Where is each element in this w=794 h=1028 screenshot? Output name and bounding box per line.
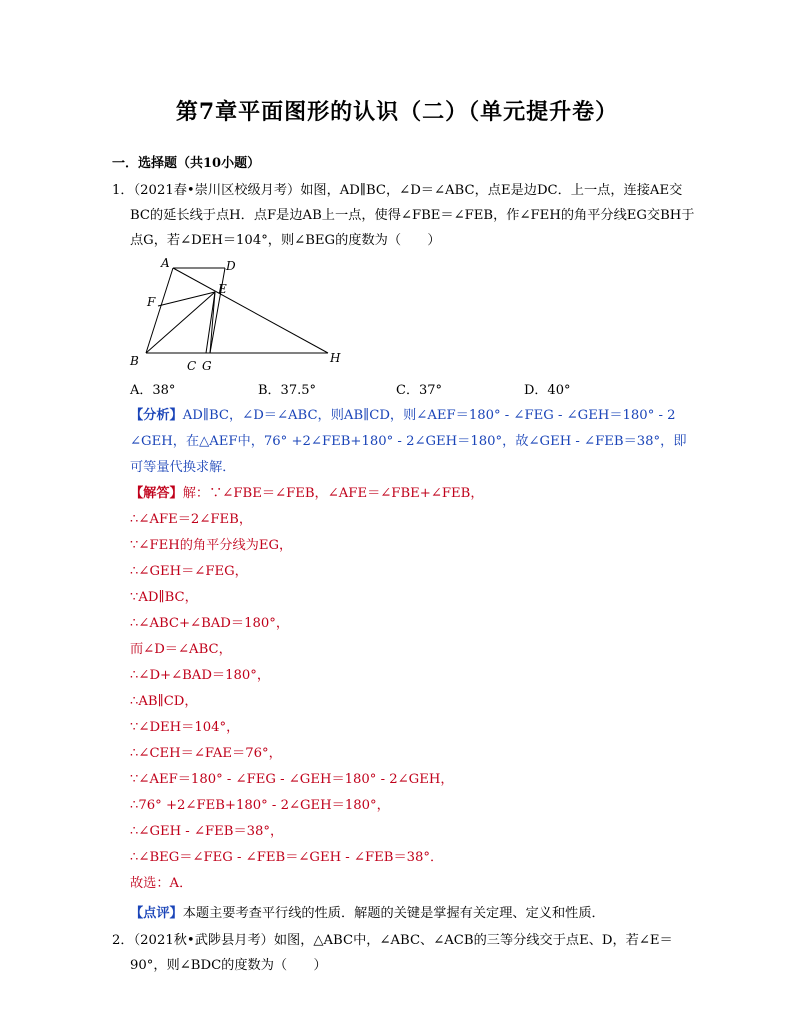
label-C: C xyxy=(187,359,197,373)
label-D: D xyxy=(226,259,236,273)
label-E: E xyxy=(218,282,227,296)
solution-line-4: ∴∠GEH＝∠FEG， xyxy=(130,564,248,579)
label-B: B xyxy=(130,354,139,368)
solution-line-11: ∴∠CEH＝∠FAE＝76°， xyxy=(130,746,282,761)
solution-line-3: ∵∠FEH的角平分线为EG， xyxy=(130,538,293,553)
q1-geometry-figure xyxy=(128,258,348,376)
label-H: H xyxy=(330,351,341,365)
solution-line-10: ∵∠DEH＝104°， xyxy=(130,720,240,735)
analysis-line-3: 可等量代换求解． xyxy=(130,460,236,475)
solution-line-7: 而∠D＝∠ABC， xyxy=(130,642,232,657)
comment-line xyxy=(130,903,605,925)
solution-text-1: 解：∵∠FBE＝∠FEB，∠AFE＝∠FBE+∠FEB， xyxy=(182,486,484,501)
solution-line-2: ∴∠AFE＝2∠FEB， xyxy=(130,512,253,527)
q2-line-1: 2．（2021秋•武陟县月考）如图，△ABC中，∠ABC、∠ACB的三等分线交于点E、D，若∠E＝ xyxy=(112,933,673,948)
analysis-line-2: ∠GEH，在△AEF中，76° +2∠FEB+180° - 2∠GEH＝180°，故∠GEH - ∠FEB＝38°，即 xyxy=(130,434,687,449)
solution-line-15: ∴∠BEG＝∠FEG - ∠FEB＝∠GEH - ∠FEB＝38°． xyxy=(130,850,444,865)
choice-b: B．37.5° xyxy=(258,383,316,398)
q1-line-2: BC的延长线于点H．点F是边AB上一点，使得∠FBE＝∠FEB，作∠FEH的角平分线EG交BH于 xyxy=(130,208,695,223)
q1-line-1: 1．（2021春•崇川区校级月考）如图，AD∥BC，∠D＝∠ABC，点E是边DC．上一点，连接AE交 xyxy=(112,183,683,198)
label-G: G xyxy=(202,359,212,373)
choice-a: A．38° xyxy=(130,383,176,398)
q2-line-2: 90°，则∠BDC的度数为（ ） xyxy=(130,958,327,973)
solution-tag: 【解答】 xyxy=(130,486,183,501)
solution-line-9: ∴AB∥CD， xyxy=(130,694,198,709)
choice-c: C．37° xyxy=(396,383,442,398)
section-heading: 一．选择题（共10小题） xyxy=(112,156,261,171)
solution-line-16: 故选：A． xyxy=(130,876,193,891)
analysis-text-1: AD∥BC，∠D＝∠ABC，则AB∥CD，则∠AEF＝180° - ∠FEG - ∠GEH＝180° - 2 xyxy=(182,408,676,423)
choice-d: D．40° xyxy=(524,383,571,398)
page-title: 第7章平面图形的认识（二）（单元提升卷） xyxy=(175,99,619,125)
label-F: F xyxy=(147,295,156,309)
comment-tag: 【点评】 xyxy=(130,906,183,921)
solution-line-5: ∵AD∥BC， xyxy=(130,590,198,605)
comment-text: 本题主要考查平行线的性质．解题的关键是掌握有关定理、定义和性质． xyxy=(182,906,605,921)
solution-line-8: ∴∠D+∠BAD＝180°， xyxy=(130,668,271,683)
solution-line-14: ∴∠GEH - ∠FEB＝38°， xyxy=(130,824,284,839)
label-A: A xyxy=(161,258,170,270)
q1-line-3: 点G，若∠DEH＝104°，则∠BEG的度数为（ ） xyxy=(130,233,441,248)
analysis-tag: 【分析】 xyxy=(130,408,183,423)
solution-line-6: ∴∠ABC+∠BAD＝180°， xyxy=(130,616,290,631)
analysis-line-1 xyxy=(130,405,676,427)
solution-line-13: ∴76° +2∠FEB+180° - 2∠GEH＝180°， xyxy=(130,798,390,813)
solution-line-12: ∵∠AEF＝180° - ∠FEG - ∠GEH＝180° - 2∠GEH， xyxy=(130,772,454,787)
solution-line-1 xyxy=(130,483,484,505)
